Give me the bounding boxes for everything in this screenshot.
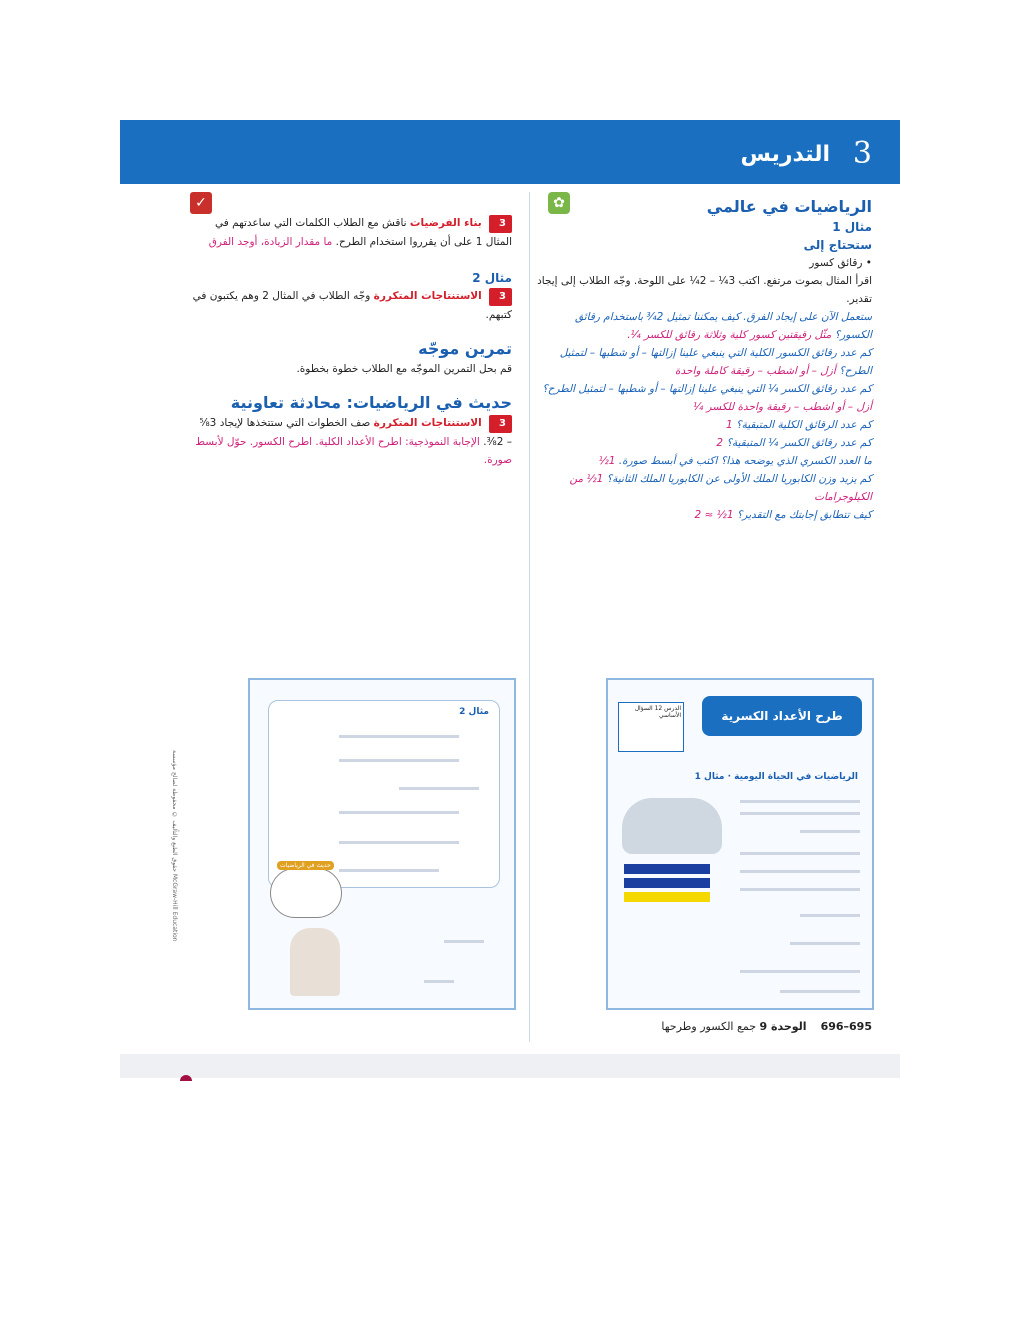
thumb-example-2-label: مثال 2 xyxy=(459,707,489,717)
strategy-2 xyxy=(192,287,512,324)
page-footer xyxy=(661,1020,872,1033)
checkmark-icon: ✓ xyxy=(190,192,212,214)
practice-tag-1: 3 xyxy=(489,215,512,233)
answer-1: مثّل رقيقتين كسور كلية وثلاثة رقائق للكسر ¼. xyxy=(627,329,832,341)
thumb-text-line xyxy=(740,970,860,973)
example-2-label: مثال 2 xyxy=(472,271,512,285)
unit-label: الوحدة 9 xyxy=(759,1020,807,1033)
right-column xyxy=(537,192,872,524)
materials-heading: ستحتاج إلى xyxy=(803,238,872,252)
guided-practice-heading: تمرين موجّه xyxy=(418,339,512,358)
fraction-strip-2 xyxy=(624,878,710,888)
page xyxy=(120,120,900,1078)
thumb-text-line xyxy=(399,787,479,790)
answer-6: 1½ xyxy=(598,455,616,467)
question-1: ستعمل الآن على إيجاد الفرق. كيف يمكننا تمثيل 2¾ باستخدام رقائق الكسور؟ مثّل رقيقتين كسور كلية وثلاثة رقائق للكسر ¼. xyxy=(574,311,872,341)
question-8: كيف تتطابق إجابتك مع التقدير؟ 1½ ≈ 2 xyxy=(694,509,872,521)
thumb-text-line xyxy=(740,870,860,873)
page-marker xyxy=(180,1075,192,1081)
lesson-title-arrow: طرح الأعداد الكسرية xyxy=(702,696,862,736)
thumb-text-line xyxy=(339,735,459,738)
answer-3: أزل – أو اشطب – رقيقة واحدة للكسر ¼ xyxy=(693,401,872,413)
strategy-1-answer: ما مقدار الزيادة، أوجد الفرق xyxy=(208,236,333,248)
materials-item: • رقائق كسور xyxy=(809,257,872,269)
question-3: كم عدد رقائق الكسر ¼ التي ينبغي علينا إزالتها – أو شطبها – لتمثيل الطرح؟ أزل – أو اشطب – رقيقة واحدة للكسر ¼ xyxy=(542,383,872,413)
crab-photo xyxy=(622,798,722,854)
student-page-thumbnail-2 xyxy=(248,678,516,1010)
thumb-sub-heading: الرياضيات في الحياة اليومية · مثال 1 xyxy=(694,772,858,782)
question-2: كم عدد رقائق الكسور الكلية التي ينبغي علينا إزالتها – أو شطبها – لتمثيل الطرح؟ أزل – أو اشطب – رقيقة كاملة واحدة xyxy=(559,347,872,377)
thumb-text-line xyxy=(339,841,459,844)
banner-number: 3 xyxy=(852,136,872,171)
example-1-intro: اقرأ المثال بصوت مرتفع. اكتب 3¼ – 2¼ على اللوحة. وجّه الطلاب إلى إيجاد تقدير. xyxy=(537,275,872,305)
answer-2: أزل – أو اشطب – رقيقة كاملة واحدة xyxy=(675,365,836,377)
answer-7: 1½ من الكيلوجرامات xyxy=(569,473,872,503)
thumb-text-line xyxy=(339,811,459,814)
math-talk-label: حديث في الرياضيات xyxy=(277,861,334,870)
strategy-3-text: صف الخطوات التي ستتخذها لإيجاد 3⅝ – 2⅜. xyxy=(199,417,512,448)
thumb-text-line xyxy=(740,888,860,891)
strategy-3-answer: الإجابة النموذجية: اطرح الأعداد الكلية. اطرح الكسور. حوّل لأبسط صورة. xyxy=(195,436,512,466)
thumb-text-line xyxy=(800,830,860,833)
lesson-info-box: الدرس 12 السؤال الأساسي xyxy=(618,702,684,752)
thumb-text-line xyxy=(444,940,484,943)
fraction-strip-1 xyxy=(624,864,710,874)
question-6: ما العدد الكسري الذي يوضحه هذا؟ اكتب في أبسط صورة. 1½ xyxy=(598,455,872,467)
thumb-text-line xyxy=(790,942,860,945)
example-1-label: مثال 1 xyxy=(832,220,872,234)
guided-practice-text: قم بحل التمرين الموجّه مع الطلاب خطوة بخطوة. xyxy=(296,363,512,375)
strategy-1-text: ناقش مع الطلاب الكلمات التي ساعدتهم في المثال 1 على أن يقرروا استخدام الطرح. xyxy=(215,217,512,248)
copyright-caption: حقوق الطبع والتأليف © محفوظة لصالح مؤسسة McGraw-Hill Education xyxy=(171,750,178,942)
practice-tag-3: 3 xyxy=(489,415,512,433)
answer-5: 2 xyxy=(716,437,724,449)
strategy-2-label: الاستنتاجات المتكررة xyxy=(373,290,482,302)
thumb-text-line xyxy=(339,869,439,872)
answer-4: 1 xyxy=(725,419,733,431)
strategy-1 xyxy=(192,214,512,251)
banner-title: التدريس xyxy=(740,142,830,167)
thumb-text-line xyxy=(740,852,860,855)
thumb-text-line xyxy=(780,990,860,993)
strategy-3 xyxy=(192,414,512,469)
thumb-text-line xyxy=(339,759,459,762)
section-heading-real-world: الرياضيات في عالمي xyxy=(706,197,872,216)
bottom-strip xyxy=(120,1054,900,1078)
column-divider xyxy=(529,192,530,1042)
thumb-text-line xyxy=(740,812,860,815)
unit-title: جمع الكسور وطرحها xyxy=(661,1020,756,1033)
lesson-banner xyxy=(120,120,900,184)
strategy-3-label: الاستنتاجات المتكررة xyxy=(373,417,482,429)
strategy-1-label: بناء الفرضيات xyxy=(409,217,482,229)
strategy-2-text: وجّه الطلاب في المثال 2 وهم يكتبون في كتبهم. xyxy=(192,290,512,321)
question-4: كم عدد الرقائق الكلية المتبقية؟ 1 xyxy=(725,419,872,431)
answer-8: 1½ ≈ 2 xyxy=(694,509,734,521)
student-page-thumbnail-1 xyxy=(606,678,874,1010)
math-talk-heading: حديث في الرياضيات: محادثة تعاونية xyxy=(230,393,512,412)
question-7: كم يزيد وزن الكابوريا الملك الأولى عن الكابوريا الملك الثانية؟ 1½ من الكيلوجرامات xyxy=(569,473,872,503)
practice-tag-2: 3 xyxy=(489,288,512,306)
question-5: كم عدد رقائق الكسر ¼ المتبقية؟ 2 xyxy=(716,437,872,449)
student-photo xyxy=(290,928,340,996)
page-numbers: 695–696 xyxy=(820,1020,872,1033)
real-world-icon: ✿ xyxy=(548,192,570,214)
fraction-strip-3 xyxy=(624,892,710,902)
thumb-text-line xyxy=(740,800,860,803)
thumb-text-line xyxy=(800,914,860,917)
left-column xyxy=(192,192,512,469)
thumb-text-line xyxy=(424,980,454,983)
math-talk-bubble xyxy=(270,862,342,918)
example-2-panel xyxy=(268,700,500,888)
